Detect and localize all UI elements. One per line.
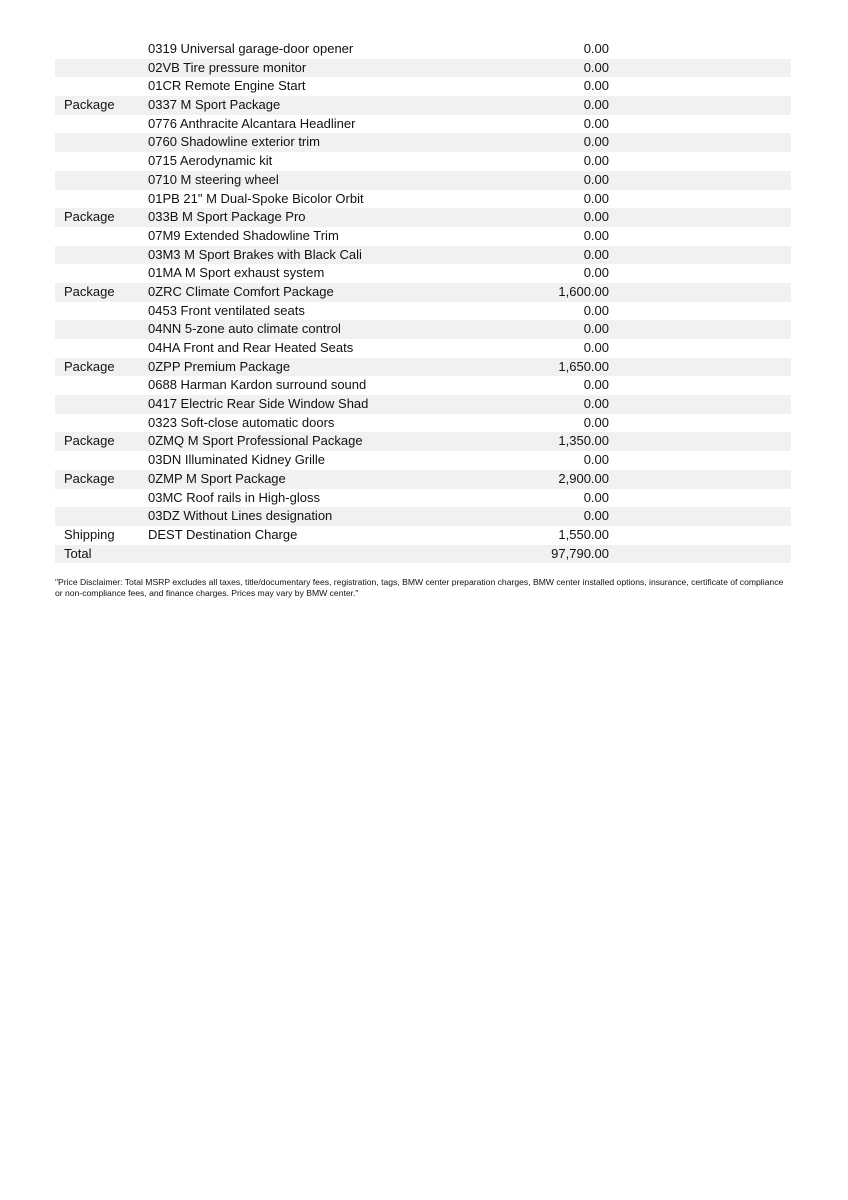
table-row [55, 526, 791, 545]
price-cell: 0.00 [583, 340, 609, 355]
table-row [55, 358, 791, 377]
item-cell: 033B M Sport Package Pro [148, 209, 306, 225]
table-row [55, 133, 791, 152]
table-row [55, 190, 791, 209]
item-cell: 04NN 5-zone auto climate control [148, 321, 341, 337]
item-cell: 04HA Front and Rear Heated Seats [148, 340, 354, 355]
table-row [55, 96, 791, 115]
table-row [55, 414, 791, 433]
price-cell: 1,350.00 [558, 433, 609, 449]
table-row [55, 545, 791, 564]
price-cell: 97,790.00 [551, 545, 609, 561]
price-cell: 0.00 [583, 414, 609, 430]
price-cell: 0.00 [583, 489, 609, 505]
table-row [55, 227, 791, 246]
price-disclaimer: "Price Disclaimer: Total MSRP excludes all taxes, title/documentary fees, registration, tags, BMW center preparation charges, BMW center installed options, insurance, certificate of compliance or non-compliance fees, and finance charges. Prices may vary by BMW center." [55, 577, 784, 598]
item-cell: 0710 M steering wheel [148, 171, 279, 187]
table-row [55, 489, 791, 508]
table-row [55, 283, 791, 302]
price-cell: 0.00 [583, 377, 609, 393]
table-row [55, 171, 791, 190]
item-cell: 0715 Aerodynamic kit [148, 153, 273, 169]
price-cell: 0.00 [583, 190, 609, 206]
price-cell: 0.00 [583, 246, 609, 262]
category-cell: Package [64, 470, 115, 486]
category-cell: Total [64, 545, 92, 561]
category-cell: Package [64, 358, 115, 374]
item-cell: 0323 Soft-close automatic doors [148, 414, 335, 430]
price-cell: 1,550.00 [558, 526, 609, 542]
price-cell: 0.00 [583, 59, 609, 75]
table-row [55, 320, 791, 339]
item-cell: 07M9 Extended Shadowline Trim [148, 227, 339, 243]
price-cell: 0.00 [583, 171, 609, 187]
table-row [55, 246, 791, 265]
table-row [55, 395, 791, 414]
item-cell: 0ZMP M Sport Package [148, 470, 286, 486]
price-cell: 0.00 [583, 508, 609, 524]
item-cell: 01MA M Sport exhaust system [148, 265, 325, 281]
table-row [55, 152, 791, 171]
item-cell: 0417 Electric Rear Side Window Shad [148, 396, 369, 412]
table-row [55, 59, 791, 78]
item-cell: 03M3 M Sport Brakes with Black Cali [148, 246, 362, 262]
table-row [55, 432, 791, 451]
price-cell: 1,650.00 [558, 358, 609, 374]
item-cell: 0ZPP Premium Package [148, 358, 291, 374]
table-row [55, 115, 791, 134]
price-cell: 1,600.00 [558, 283, 609, 299]
price-cell: 0.00 [583, 321, 609, 337]
category-cell: Package [64, 97, 115, 113]
category-cell: Package [64, 433, 115, 449]
price-cell: 0.00 [583, 153, 609, 169]
price-cell: 0.00 [583, 452, 609, 468]
price-cell: 0.00 [583, 396, 609, 412]
item-cell: 03DN Illuminated Kidney Grille [148, 452, 326, 468]
price-cell: 0.00 [583, 115, 609, 131]
category-cell: Package [64, 283, 115, 299]
table-row [55, 77, 791, 96]
table-row [55, 507, 791, 526]
price-cell: 0.00 [583, 41, 609, 56]
price-cell: 0.00 [583, 78, 609, 94]
table-row [55, 208, 791, 227]
item-cell: 01PB 21" M Dual-Spoke Bicolor Orbit [148, 190, 364, 206]
item-cell: 03MC Roof rails in High-gloss [148, 489, 320, 505]
table-row [55, 302, 791, 321]
price-cell: 0.00 [583, 302, 609, 318]
item-cell: 0776 Anthracite Alcantara Headliner [148, 115, 356, 131]
item-cell: 0319 Universal garage-door opener [148, 41, 354, 56]
price-cell: 0.00 [583, 227, 609, 243]
table-row [55, 451, 791, 470]
category-cell: Package [64, 209, 115, 225]
item-cell: 02VB Tire pressure monitor [148, 59, 307, 75]
item-cell: 0ZRC Climate Comfort Package [148, 283, 334, 299]
item-cell: 0ZMQ M Sport Professional Package [148, 433, 363, 449]
price-cell: 0.00 [583, 134, 609, 150]
price-cell: 0.00 [583, 97, 609, 113]
price-cell: 2,900.00 [558, 470, 609, 486]
item-cell: 0760 Shadowline exterior trim [148, 134, 320, 150]
item-cell: 0688 Harman Kardon surround sound [148, 377, 367, 393]
price-cell: 0.00 [583, 265, 609, 281]
price-cell: 0.00 [583, 209, 609, 225]
item-cell: DEST Destination Charge [148, 526, 298, 542]
table-row [55, 376, 791, 395]
item-cell: 0453 Front ventilated seats [148, 302, 305, 318]
item-cell: 0337 M Sport Package [148, 97, 281, 113]
item-cell: 01CR Remote Engine Start [148, 78, 306, 94]
table-row [55, 470, 791, 489]
options-table [55, 40, 791, 563]
table-row [55, 40, 791, 59]
item-cell: 03DZ Without Lines designation [148, 508, 333, 524]
table-row [55, 339, 791, 358]
table-row [55, 264, 791, 283]
category-cell: Shipping [64, 526, 115, 542]
